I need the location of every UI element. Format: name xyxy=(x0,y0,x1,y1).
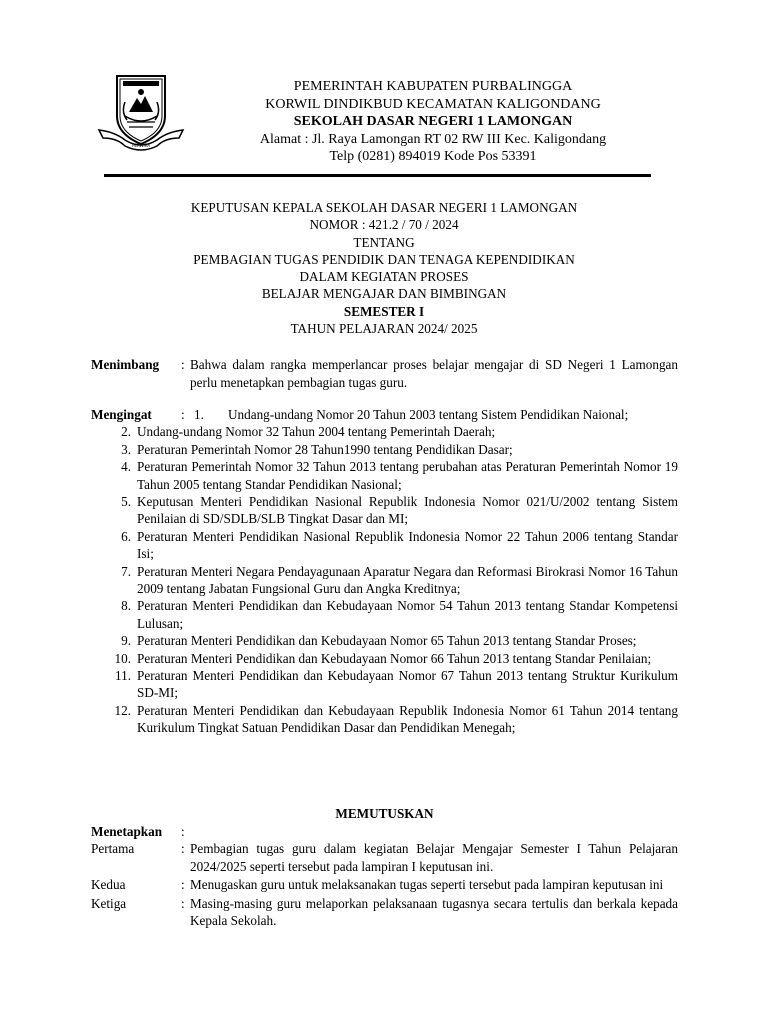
mengingat-item-text: Keputusan Menteri Pendidikan Nasional Republik Indonesia Nomor 021/U/2002 tentang Sistem Penilaian di SD/SDLB/SLB Tingkat Dasar dan MI; xyxy=(137,494,678,527)
memutuskan-heading: MEMUTUSKAN xyxy=(335,806,434,821)
title-line-5: DALAM KEGIATAN PROSES xyxy=(299,269,469,285)
mengingat-item-number: 9. xyxy=(121,633,131,649)
decision-label: Ketiga xyxy=(91,895,127,911)
mengingat-item-number: 6. xyxy=(121,528,131,544)
title-line-4: PEMBAGIAN TUGAS PENDIDIK DAN TENAGA KEPENDIDIKAN xyxy=(193,251,575,267)
mengingat-item-number: 1. xyxy=(194,407,204,422)
menetapkan-row xyxy=(91,823,678,840)
decision-label: Kedua xyxy=(91,877,126,893)
mengingat-list-item xyxy=(91,493,678,528)
mengingat-colon: : xyxy=(181,407,185,422)
mengingat-list-item xyxy=(91,632,678,649)
menimbang-label: Menimbang xyxy=(91,357,160,372)
decision-text: Masing-masing guru melaporkan pelaksanaan tugasnya secara tertulis dan berkala kepada Kepala Sekolah. xyxy=(190,895,678,929)
mengingat-item-number: 12. xyxy=(114,702,131,718)
mengingat-item-number: 2. xyxy=(121,424,131,440)
emblem-motto: PERWIRA xyxy=(131,143,151,148)
decree-title xyxy=(104,199,664,337)
mengingat-item-number: 3. xyxy=(121,441,131,457)
decision-row xyxy=(91,840,678,875)
title-line-1: KEPUTUSAN KEPALA SEKOLAH DASAR NEGERI 1 LAMONGAN xyxy=(190,200,578,215)
mengingat-item-text: Peraturan Menteri Pendidikan dan Kebudayaan Nomor 54 Tahun 2013 tentang Standar Kompetensi Lulusan; xyxy=(137,598,678,631)
mengingat-list-item xyxy=(91,702,678,737)
mengingat-item-text: Peraturan Pemerintah Nomor 28 Tahun1990 tentang Pendidikan Dasar; xyxy=(137,441,513,457)
mengingat-item-number: 4. xyxy=(121,459,131,475)
menetapkan-label: Menetapkan xyxy=(91,824,163,839)
mengingat-list-item xyxy=(91,650,678,667)
letterhead-divider xyxy=(104,174,651,177)
menimbang-text: Bahwa dalam rangka memperlancar proses belajar mengajar di SD Negeri 1 Lamongan perlu menetapkan pembagian tugas guru. xyxy=(190,357,678,390)
title-semester: SEMESTER I xyxy=(343,303,425,319)
mengingat-item-text: Peraturan Menteri Pendidikan Nasional Republik Indonesia Nomor 22 Tahun 2006 tentang Standar Isi; xyxy=(137,528,678,562)
school-phone: Telp (0281) 894019 Kode Pos 53391 xyxy=(329,149,537,165)
decision-row xyxy=(91,876,678,893)
school-name: SEKOLAH DASAR NEGERI 1 LAMONGAN xyxy=(293,114,573,130)
mengingat-list-item xyxy=(91,441,678,458)
regency-emblem-logo xyxy=(95,72,187,152)
mengingat-item-number: 10. xyxy=(114,650,131,666)
mengingat-item-text: Undang-undang Nomor 20 Tahun 2003 tentang Sistem Pendidikan Naional; xyxy=(228,407,629,422)
letterhead xyxy=(200,78,666,166)
mengingat-label: Mengingat xyxy=(91,407,152,422)
mengingat-item-text: Peraturan Menteri Negara Pendayagunaan Aparatur Negara dan Reformasi Birokrasi Nomor 16 Tahun 2009 tentang Jabatan Fungsional Guru dan Angka Kreditnya; xyxy=(137,563,678,597)
mengingat-header-row xyxy=(91,406,678,423)
decision-text: Pembagian tugas guru dalam kegiatan Belajar Mengajar Semester I Tahun Pelajaran 2024/2025 seperti tersebut pada lampiran I keputusan ini. xyxy=(190,841,678,874)
korwil-name: KORWIL DINDIKBUD KECAMATAN KALIGONDANG xyxy=(265,96,601,112)
decree-number: NOMOR : 421.2 / 70 / 2024 xyxy=(309,217,459,233)
title-tentang: TENTANG xyxy=(353,234,415,250)
school-address: Alamat : Jl. Raya Lamongan RT 02 RW III Kec. Kaligondang xyxy=(259,131,607,147)
decision-colon: : xyxy=(181,877,185,893)
decision-colon: : xyxy=(181,841,185,857)
mengingat-item-text: Peraturan Menteri Pendidikan dan Kebudayaan Republik Indonesia Nomor 61 Tahun 2014 tentang Kurikulum Tingkat Satuan Pendidikan Dasar dan Pendidikan Menegah; xyxy=(137,702,678,736)
mengingat-item-text: Peraturan Menteri Pendidikan dan Kebudayaan Nomor 66 Tahun 2013 tentang Standar Penilaian; xyxy=(137,650,652,666)
mengingat-item-number: 5. xyxy=(121,494,131,510)
menimbang-colon: : xyxy=(181,357,185,372)
mengingat-list-item xyxy=(91,528,678,563)
mengingat-item-text: Peraturan Menteri Pendidikan dan Kebudayaan Nomor 67 Tahun 2013 tentang Struktur Kurikulum SD-MI; xyxy=(137,668,678,701)
mengingat-list-item xyxy=(91,458,678,493)
decision-label: Pertama xyxy=(91,841,135,857)
mengingat-list-item xyxy=(91,563,678,598)
mengingat-item-number: 8. xyxy=(121,598,131,614)
menetapkan-colon: : xyxy=(181,824,185,839)
title-line-6: BELAJAR MENGAJAR DAN BIMBINGAN xyxy=(261,286,507,302)
mengingat-item-text: Peraturan Menteri Pendidikan dan Kebudayaan Nomor 65 Tahun 2013 tentang Standar Proses; xyxy=(137,633,637,649)
mengingat-list xyxy=(91,423,678,736)
mengingat-list-item xyxy=(91,423,678,440)
mengingat-item-number: 11. xyxy=(115,668,131,684)
decision-colon: : xyxy=(181,895,185,911)
title-academic-year: TAHUN PELAJARAN 2024/ 2025 xyxy=(290,321,478,337)
mengingat-section xyxy=(91,406,678,737)
decision-row xyxy=(91,895,678,930)
mengingat-list-item xyxy=(91,667,678,702)
decision-text: Menugaskan guru untuk melaksanakan tugas seperti tersebut pada lampiran keputusan ini xyxy=(190,877,664,893)
government-name: PEMERINTAH KABUPATEN PURBALINGGA xyxy=(293,79,573,94)
mengingat-list-item xyxy=(91,597,678,632)
mengingat-item-text: Peraturan Pemerintah Nomor 32 Tahun 2013 tentang perubahan atas Peraturan Pemerintah Nomor 19 Tahun 2005 tentang Standar Pendidikan Nasional; xyxy=(137,459,678,492)
decision-section xyxy=(91,823,678,930)
mengingat-item-text: Undang-undang Nomor 32 Tahun 2004 tentang Pemerintah Daerah; xyxy=(137,424,496,440)
decision-list xyxy=(91,840,678,929)
mengingat-item-number: 7. xyxy=(121,563,131,579)
